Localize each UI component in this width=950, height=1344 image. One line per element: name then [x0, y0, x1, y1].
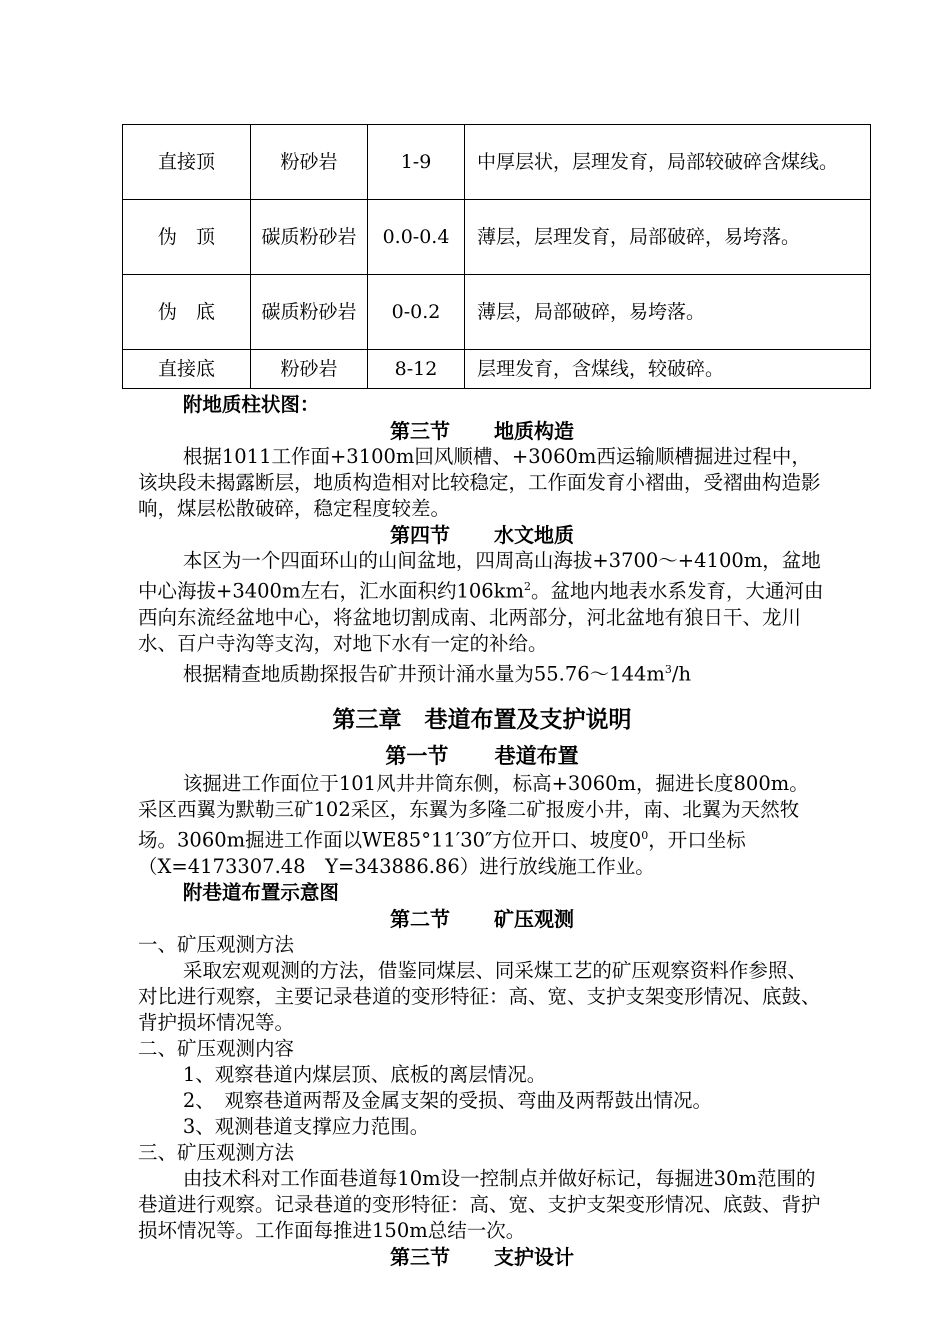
paragraph: [138, 771, 826, 880]
list-item: 1、观察巷道内煤层顶、底板的离层情况。: [182, 1062, 547, 1086]
strata-description: 层理发育，含煤线，较破碎。: [465, 350, 871, 389]
strata-name: 伪 顶: [123, 200, 251, 275]
section-number: 第一节: [385, 743, 449, 768]
document-body: [138, 392, 826, 1270]
section-number: 第三节: [390, 419, 450, 443]
thickness: 0-0.2: [368, 275, 465, 350]
rock-strata-table: [122, 124, 871, 389]
attachment-note-roadway: 附巷道布置示意图: [182, 880, 339, 904]
strata-name: 伪 底: [123, 275, 251, 350]
strata-description: 薄层，层理发育，局部破碎，易垮落。: [465, 200, 871, 275]
section-heading-geologic-structure: [138, 418, 826, 444]
rock-type: 碳质粉砂岩: [251, 200, 368, 275]
attachment-note-geology: 附地质柱状图：: [182, 393, 320, 416]
section-title: 地质构造: [494, 419, 574, 443]
text-run: 。盆地内地表水系发育，大通河由西向东流经盆地中心，将盆地切割成南、北两部分，河北盆地有狼日干、龙川水、百户寺沟等支沟，对地下水有一定的补给。: [138, 579, 824, 655]
subheading: 三、矿压观测方法: [138, 1140, 295, 1164]
text-run: 根据精查地质勘探报告矿井预计涌水量为55.76～144m: [182, 662, 665, 685]
section-number: 第二节: [390, 906, 450, 931]
paragraph: 采取宏观观测的方法，借鉴同煤层、同采煤工艺的矿压观察资料作参照、对比进行观察，主要记录巷道的变形特征：高、宽、支护支架变形情况、底鼓、背护损坏情况等。: [138, 958, 821, 1034]
superscript: 3: [664, 662, 672, 676]
thickness: 8-12: [368, 350, 465, 389]
section-title: 巷道布置: [494, 743, 579, 768]
rock-type: 粉砂岩: [251, 350, 368, 389]
list-item: 3、观测巷道支撑应力范围。: [182, 1114, 430, 1138]
paragraph: 根据1011工作面+3100m回风顺槽、+3060m西运输顺槽掘进过程中，该块段未揭露断层，地质构造相对比较稳定，工作面发育小褶曲，受褶曲构造影响，煤层松散破碎，稳定程度较差。: [138, 445, 821, 520]
section-title: 矿压观测: [494, 906, 574, 931]
list-item: 2、 观察巷道两帮及金属支架的受损、弯曲及两帮鼓出情况。: [182, 1088, 713, 1112]
thickness: 1-9: [368, 125, 465, 200]
strata-description: 薄层，局部破碎，易垮落。: [465, 275, 871, 350]
section-heading-pressure-observation: [138, 906, 826, 932]
strata-description: 中厚层状，层理发育，局部较破碎含煤线。: [465, 125, 871, 200]
rock-type: 粉砂岩: [251, 125, 368, 200]
text-run: ，开口坐标（X=4173307.48 Y=343886.86）进行放线施工作业。: [138, 828, 746, 878]
table-row: [123, 350, 871, 389]
paragraph: [138, 548, 826, 657]
rock-type: 碳质粉砂岩: [251, 275, 368, 350]
superscript: 2: [523, 580, 531, 593]
paragraph: 由技术科对工作面巷道每10m设一控制点并做好标记，每掘进30m范围的巷道进行观察。记录巷道的变形特征：高、宽、支护支架变形情况、底鼓、背护损坏情况等。工作面每推进150m总结一次。: [138, 1166, 821, 1242]
chapter-heading: 第三章 巷道布置及支护说明: [332, 706, 632, 733]
subheading: 一、矿压观测方法: [138, 932, 295, 956]
paragraph: [138, 657, 826, 688]
text-run: 本区为一个四面环山的山间盆地，四周高山海拔+3700～+4100m，盆地中心海拔+3400m左右，汇水面积约106km: [138, 549, 821, 603]
section-number: 第四节: [390, 523, 450, 547]
thickness: 0.0-0.4: [368, 200, 465, 275]
section-heading-roadway-layout: [138, 741, 826, 771]
section-number: 第三节: [390, 1244, 450, 1269]
strata-name: 直接顶: [123, 125, 251, 200]
table-row: [123, 200, 871, 275]
section-heading-support-design: [138, 1244, 826, 1270]
table-row: [123, 125, 871, 200]
table-row: [123, 275, 871, 350]
text-run: /h: [671, 662, 692, 685]
section-title: 支护设计: [494, 1244, 574, 1269]
section-title: 水文地质: [494, 523, 574, 547]
text-run: 该掘进工作面位于101风井井筒东侧，标高+3060m，掘进长度800m。采区西翼为默勒三矿102采区，东翼为多隆二矿报废小井，南、北翼为天然牧场。3060m掘进工作面以WE85°11′30″方位开口、坡度0: [138, 772, 809, 852]
subheading: 二、矿压观测内容: [138, 1036, 295, 1060]
superscript: 0: [641, 829, 649, 842]
section-heading-hydrogeology: [138, 522, 826, 548]
strata-name: 直接底: [123, 350, 251, 389]
